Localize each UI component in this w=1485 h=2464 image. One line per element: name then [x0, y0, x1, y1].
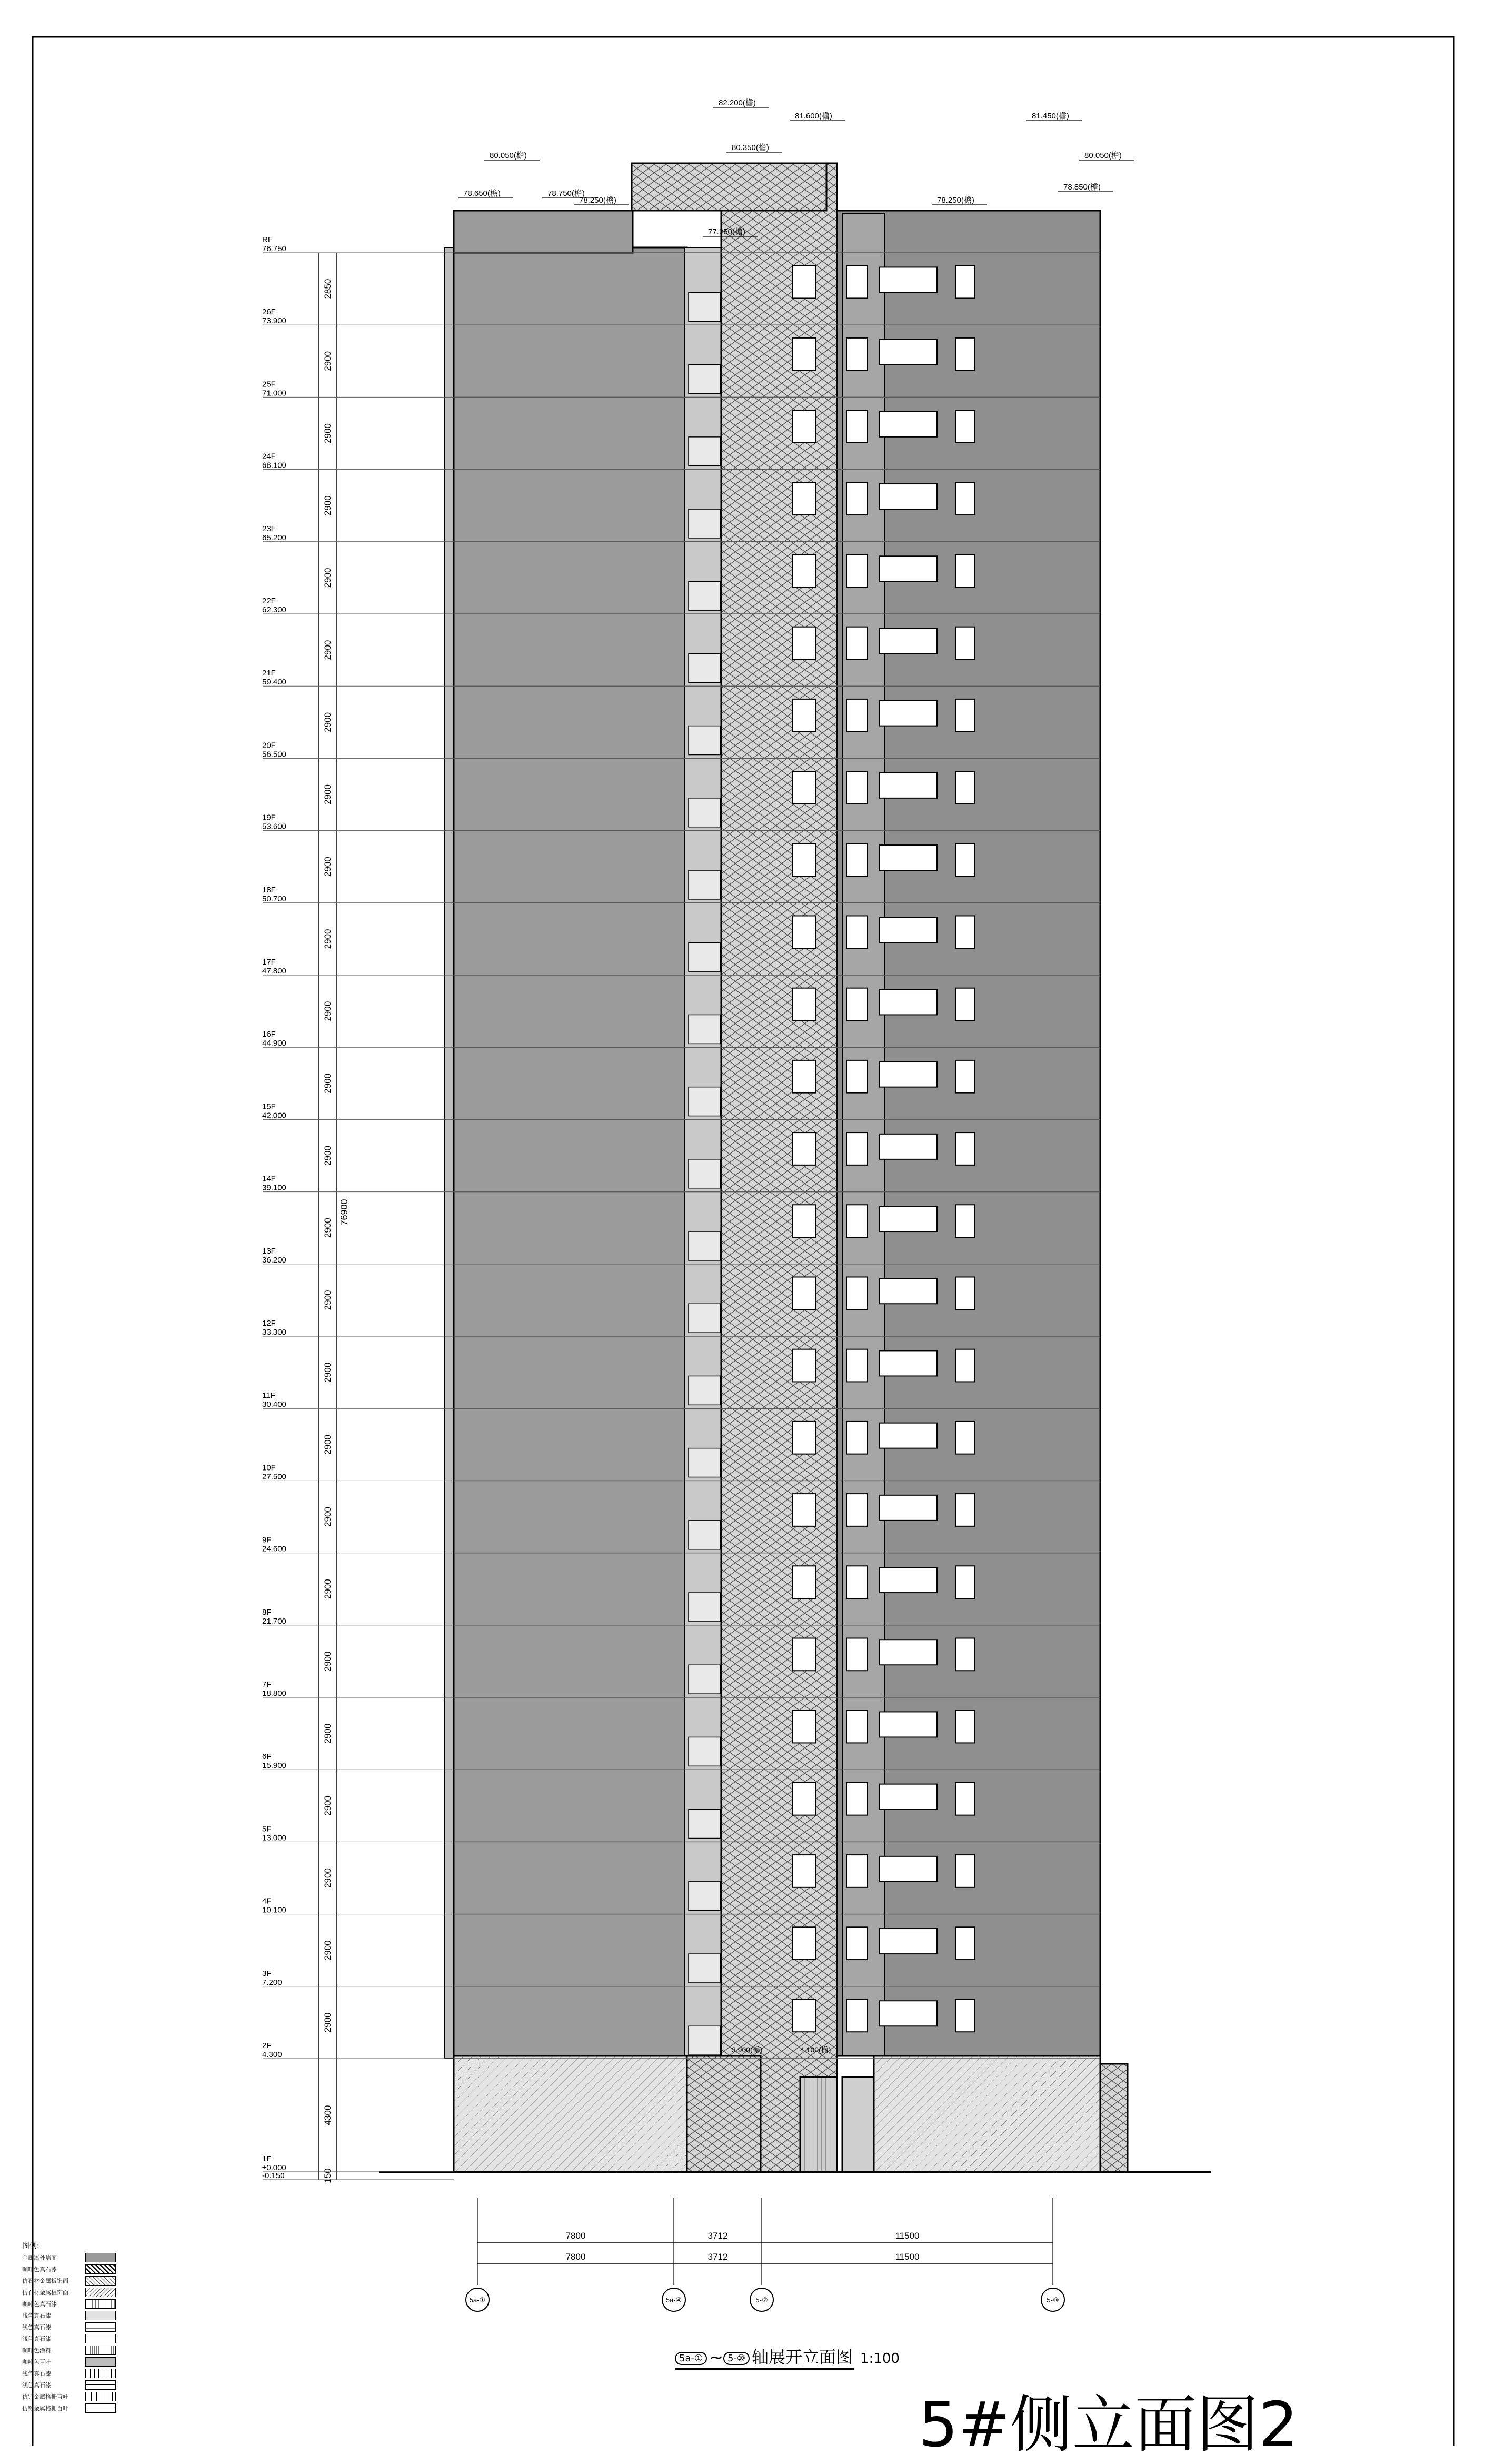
dim-value: 3712 — [707, 2231, 728, 2241]
stair-window — [792, 699, 815, 732]
balcony-rail — [689, 1954, 720, 1983]
window-narrow — [846, 482, 868, 515]
legend-label: 仿铝金属格栅百叶 — [22, 2405, 68, 2412]
level-elevation-label: 65.200 — [262, 533, 286, 542]
level-elevation-label: 15.900 — [262, 1761, 286, 1771]
stair-window — [792, 1349, 815, 1382]
legend-swatch — [85, 2299, 116, 2309]
window-narrow-2 — [955, 1205, 974, 1237]
legend-swatch — [85, 2311, 116, 2320]
level-floor-label: 25F — [262, 380, 276, 389]
stair-window — [792, 482, 815, 515]
balcony-rail — [689, 726, 720, 755]
window-wide — [879, 1640, 937, 1665]
legend-row — [22, 2310, 122, 2321]
legend-swatch — [85, 2276, 116, 2286]
level-elevation-label: 53.600 — [262, 822, 286, 831]
level-elevation-label: ±0.000 — [262, 2163, 286, 2172]
legend-swatch — [85, 2357, 116, 2367]
level-elevation-label: 21.700 — [262, 1616, 286, 1626]
level-elevation-label: 73.900 — [262, 316, 286, 326]
window-narrow — [846, 1783, 868, 1815]
roof-mark-label: 78.850(檐) — [1063, 183, 1101, 192]
level-gap-label: 2900 — [323, 1940, 333, 1961]
window-narrow — [846, 988, 868, 1021]
stair-core — [721, 163, 837, 2172]
axis-label: 5-⑩ — [1047, 2296, 1059, 2304]
stair-window — [792, 1711, 815, 1743]
level-floor-label: 14F — [262, 1174, 276, 1184]
dim-value: 7800 — [565, 2252, 586, 2262]
level-floor-label: 20F — [262, 741, 276, 750]
level-floor-label: 6F — [262, 1752, 272, 1762]
level-elevation-label: 68.100 — [262, 461, 286, 470]
level-gap-label: 2900 — [323, 1651, 333, 1672]
level-gap-label: 2900 — [323, 351, 333, 371]
window-wide — [879, 1929, 937, 1954]
roof-mark-label: 81.600(檐) — [795, 112, 832, 121]
roof-mark-label: 78.750(檐) — [547, 189, 585, 198]
window-narrow-2 — [955, 266, 974, 299]
level-gap-label: 2850 — [323, 279, 333, 299]
podium-mid — [687, 2056, 761, 2172]
window-narrow — [846, 1205, 868, 1237]
total-height-label: 76900 — [339, 1199, 350, 1226]
level-gap-label: 150 — [323, 2168, 333, 2183]
ground-mark-label: 4.100(檐) — [800, 2045, 831, 2054]
level-floor-label: 4F — [262, 1896, 272, 1906]
level-elevation-label: 30.400 — [262, 1400, 286, 1409]
roof-mark-label: 78.250(檐) — [579, 196, 616, 205]
balcony-rail — [689, 365, 720, 394]
caption-axis-to: 5-⑩ — [723, 2352, 750, 2365]
window-narrow — [846, 1566, 868, 1598]
core-roof — [632, 163, 826, 211]
level-elevation-label: 13.000 — [262, 1833, 286, 1843]
level-elevation-label: 56.500 — [262, 750, 286, 759]
level-gap-label: 2900 — [323, 857, 333, 877]
legend-row — [22, 2321, 122, 2333]
window-narrow — [846, 1927, 868, 1960]
level-floor-label: 3F — [262, 1969, 272, 1978]
level-floor-label: 19F — [262, 813, 276, 822]
legend-swatch — [85, 2392, 116, 2401]
level-elevation-label: 39.100 — [262, 1183, 286, 1193]
window-narrow-2 — [955, 1349, 974, 1382]
level-gap-label: 2900 — [323, 1507, 333, 1527]
stair-window — [792, 1205, 815, 1237]
window-narrow-2 — [955, 1927, 974, 1960]
window-wide — [879, 989, 937, 1015]
stair-window — [792, 1060, 815, 1093]
stair-window — [792, 410, 815, 443]
level-gap-label: 2900 — [323, 495, 333, 516]
level-gap-label: 2900 — [323, 712, 333, 732]
balcony-rail — [689, 437, 720, 466]
window-narrow-2 — [955, 988, 974, 1021]
level-floor-label: 13F — [262, 1246, 276, 1256]
level-floor-label: RF — [262, 235, 273, 244]
left-edge-strip — [445, 247, 454, 2059]
level-floor-label: 9F — [262, 1535, 272, 1545]
level-floor-label: 22F — [262, 597, 276, 605]
level-floor-label: 5F — [262, 1824, 272, 1834]
level-elevation-label: 18.800 — [262, 1689, 286, 1698]
level-floor-label: 2F — [262, 2041, 272, 2050]
window-wide — [879, 845, 937, 870]
level-floor-label: 16F — [262, 1030, 276, 1039]
stair-window — [792, 1999, 815, 2032]
level-gap-label: 2900 — [323, 784, 333, 804]
balcony-rail — [689, 1448, 720, 1477]
legend-swatch — [85, 2403, 116, 2413]
window-wide — [879, 1350, 937, 1376]
left-wing — [454, 247, 687, 2056]
level-floor-label: 1F — [262, 2154, 272, 2163]
window-narrow-2 — [955, 1566, 974, 1598]
window-wide — [879, 1856, 937, 1882]
legend-row — [22, 2379, 122, 2391]
stair-window — [792, 916, 815, 948]
stair-window — [792, 627, 815, 660]
stair-window — [792, 338, 815, 371]
level-gap-label: 2900 — [323, 1218, 333, 1238]
balcony-rail — [689, 2026, 720, 2055]
balcony-rail — [689, 1665, 720, 1694]
window-wide — [879, 412, 937, 437]
window-narrow — [846, 338, 868, 371]
level-floor-label: 17F — [262, 958, 276, 967]
roof-mark-label: 78.250(檐) — [937, 196, 974, 205]
level-markers — [262, 235, 454, 2183]
stair-window — [792, 1927, 815, 1960]
window-narrow-2 — [955, 771, 974, 804]
legend-label: 咖啡色真石漆 — [22, 2301, 57, 2308]
window-narrow — [846, 410, 868, 443]
window-wide — [879, 556, 937, 581]
window-narrow-2 — [955, 410, 974, 443]
axis-label: 5a-④ — [665, 2296, 682, 2304]
level-elevation-label: 42.000 — [262, 1111, 286, 1120]
legend-row — [22, 2298, 122, 2310]
level-elevation-label: 7.200 — [262, 1978, 282, 1987]
stair-window — [792, 1783, 815, 1815]
balcony-rail — [689, 1231, 720, 1260]
legend-row — [22, 2263, 122, 2275]
window-narrow-2 — [955, 1132, 974, 1165]
window-narrow-2 — [955, 1060, 974, 1093]
level-floor-label: 12F — [262, 1319, 276, 1328]
dim-value: 7800 — [565, 2231, 586, 2241]
window-narrow-2 — [955, 843, 974, 876]
level-floor-label: 23F — [262, 524, 276, 533]
window-narrow — [846, 771, 868, 804]
legend-label: 金属漆外墙面 — [22, 2254, 57, 2261]
legend-row — [22, 2356, 122, 2368]
caption-underline — [675, 2368, 854, 2370]
level-elevation-label: 27.500 — [262, 1472, 286, 1482]
balcony-rail — [689, 1810, 720, 1839]
window-wide — [879, 484, 937, 509]
level-elevation-label: 10.100 — [262, 1905, 286, 1915]
left-parapet — [454, 211, 633, 253]
level-gap-label: 2900 — [323, 1434, 333, 1455]
window-narrow — [846, 1132, 868, 1165]
legend-row — [22, 2275, 122, 2287]
legend-label: 仿石材金属板饰面 — [22, 2289, 68, 2296]
level-floor-label: 11F — [262, 1391, 275, 1400]
legend-swatch — [85, 2334, 116, 2343]
balcony-rail — [689, 1521, 720, 1549]
balcony-rail — [689, 1304, 720, 1333]
window-narrow — [846, 916, 868, 948]
level-gap-label: 2900 — [323, 1146, 333, 1166]
bottom-dimensions — [466, 2198, 1064, 2311]
balcony-rail — [689, 292, 720, 321]
window-narrow-2 — [955, 1711, 974, 1743]
legend-label: 浅色真石漆 — [22, 2370, 51, 2377]
window-wide — [879, 1278, 937, 1304]
podium-left — [454, 2056, 687, 2172]
window-wide — [879, 917, 937, 942]
window-wide — [879, 1567, 937, 1593]
balcony-rail — [689, 870, 720, 899]
legend-row — [22, 2344, 122, 2356]
window-narrow-2 — [955, 1277, 974, 1309]
window-narrow-2 — [955, 482, 974, 515]
stair-window — [792, 771, 815, 804]
level-elevation-label: 33.300 — [262, 1328, 286, 1337]
balcony-rail — [689, 798, 720, 827]
balcony-rail — [689, 1376, 720, 1405]
window-narrow-2 — [955, 1494, 974, 1526]
legend-swatch — [85, 2322, 116, 2332]
level-elevation-label: 76.750 — [262, 244, 286, 253]
level-floor-label: 26F — [262, 307, 276, 317]
window-narrow-2 — [955, 1783, 974, 1815]
legend-label: 仿石材金属板饰面 — [22, 2278, 68, 2284]
window-wide — [879, 267, 937, 292]
stair-window — [792, 1277, 815, 1309]
drawing-caption — [675, 2344, 900, 2368]
dim-value: 11500 — [895, 2231, 920, 2241]
level-floor-label: 7F — [262, 1680, 272, 1689]
window-wide — [879, 628, 937, 653]
roof-mark-label: 78.650(檐) — [463, 189, 501, 198]
level-gap-label: 2900 — [323, 1868, 333, 1888]
level-elevation-label: 50.700 — [262, 894, 286, 903]
roof-mark-label: 82.200(檐) — [719, 98, 756, 107]
balcony-rail — [689, 1882, 720, 1911]
balcony-rail — [689, 581, 720, 610]
level-gap-label: 2900 — [323, 1362, 333, 1383]
window-narrow-2 — [955, 699, 974, 732]
level-elevation-label: 47.800 — [262, 967, 286, 976]
balcony-rail — [689, 1737, 720, 1766]
stair-window — [792, 1494, 815, 1526]
window-wide — [879, 1495, 937, 1521]
roof-mark-label: 77.250(檐) — [708, 227, 745, 236]
level-floor-label: 18F — [262, 885, 276, 895]
level-gap-label: 2900 — [323, 1795, 333, 1816]
axis-label: 5a-① — [469, 2296, 486, 2304]
window-wide — [879, 1423, 937, 1448]
level-gap-label: 2900 — [323, 640, 333, 660]
window-narrow-2 — [955, 554, 974, 587]
window-narrow-2 — [955, 338, 974, 371]
window-narrow — [846, 1711, 868, 1743]
level-elevation-label: 71.000 — [262, 389, 286, 398]
stair-window — [792, 988, 815, 1021]
window-narrow — [846, 554, 868, 587]
level-gap-label: 4300 — [323, 2105, 333, 2125]
window-narrow — [846, 699, 868, 732]
level-elevation-label: 44.900 — [262, 1039, 286, 1048]
legend-label: 咖啡色涂料 — [22, 2347, 51, 2354]
window-narrow — [846, 1999, 868, 2032]
roof-mark-label: 80.050(檐) — [1084, 151, 1122, 160]
roof-mark-label: 81.450(檐) — [1032, 112, 1069, 121]
legend-swatch — [85, 2264, 116, 2274]
entry-door-2 — [842, 2077, 874, 2172]
window-narrow — [846, 1422, 868, 1454]
level-elevation-label: -0.150 — [262, 2171, 285, 2180]
podium-side — [1100, 2064, 1128, 2172]
legend — [22, 2240, 122, 2414]
level-gap-label: 2900 — [323, 1723, 333, 1744]
window-narrow — [846, 1855, 868, 1887]
window-wide — [879, 1712, 937, 1737]
level-elevation-label: 24.600 — [262, 1544, 286, 1554]
window-wide — [879, 701, 937, 726]
window-narrow — [846, 843, 868, 876]
caption-axis-from: 5a-① — [675, 2352, 707, 2365]
dim-value: 11500 — [895, 2252, 920, 2262]
level-elevation-label: 59.400 — [262, 678, 286, 687]
balcony-rail — [689, 653, 720, 682]
legend-row — [22, 2391, 122, 2402]
level-gap-label: 2900 — [323, 1001, 333, 1021]
level-floor-label: 21F — [262, 669, 276, 678]
legend-title: 图例: — [22, 2242, 39, 2250]
legend-label: 浅色真石漆 — [22, 2312, 51, 2319]
balcony-rail — [689, 1159, 720, 1188]
legend-swatch — [85, 2346, 116, 2355]
podium-right — [874, 2056, 1100, 2172]
legend-row — [22, 2402, 122, 2414]
window-wide — [879, 340, 937, 365]
axis-label: 5-⑦ — [755, 2296, 768, 2304]
stair-window — [792, 1855, 815, 1887]
legend-label: 浅色真石漆 — [22, 2382, 51, 2389]
window-wide — [879, 1134, 937, 1159]
window-narrow — [846, 1060, 868, 1093]
legend-label: 浅色真石漆 — [22, 2324, 51, 2331]
level-floor-label: 15F — [262, 1102, 276, 1111]
roof-mark-label: 80.050(檐) — [490, 151, 527, 160]
stair-window — [792, 843, 815, 876]
roof-mark-label: 80.350(檐) — [732, 143, 769, 152]
caption-text: 轴展开立面图 — [752, 2347, 853, 2367]
level-gap-label: 2900 — [323, 1579, 333, 1599]
window-wide — [879, 1784, 937, 1810]
stair-window — [792, 1422, 815, 1454]
balcony-rail — [689, 1087, 720, 1116]
stair-window — [792, 1132, 815, 1165]
balcony-rail — [689, 509, 720, 538]
stair-window — [792, 266, 815, 299]
level-gap-label: 2900 — [323, 423, 333, 443]
legend-row — [22, 2368, 122, 2379]
window-wide — [879, 1062, 937, 1087]
window-narrow-2 — [955, 1855, 974, 1887]
level-gap-label: 2900 — [323, 1290, 333, 1310]
legend-row — [22, 2287, 122, 2298]
window-narrow-2 — [955, 916, 974, 948]
stair-window — [792, 1566, 815, 1598]
window-narrow-2 — [955, 1638, 974, 1671]
level-elevation-label: 62.300 — [262, 605, 286, 614]
level-floor-label: 10F — [262, 1463, 276, 1473]
window-narrow — [846, 1638, 868, 1671]
dim-value: 3712 — [707, 2252, 728, 2262]
level-elevation-label: 4.300 — [262, 2050, 282, 2059]
caption-scale: 1:100 — [860, 2351, 900, 2367]
window-narrow — [846, 1349, 868, 1382]
legend-label: 咖啡色真石漆 — [22, 2266, 57, 2273]
entry-door — [800, 2077, 837, 2172]
stair-window — [792, 554, 815, 587]
balcony-rail — [689, 1593, 720, 1622]
level-floor-label: 24F — [262, 452, 276, 461]
window-narrow — [846, 1494, 868, 1526]
legend-row — [22, 2252, 122, 2263]
building-facade — [379, 163, 1211, 2172]
level-gap-label: 2900 — [323, 929, 333, 949]
window-wide — [879, 773, 937, 798]
level-gap-label: 2900 — [323, 1073, 333, 1094]
window-narrow-2 — [955, 627, 974, 660]
level-gap-label: 2900 — [323, 2012, 333, 2033]
legend-label: 浅色真石漆 — [22, 2336, 51, 2342]
level-elevation-label: 36.200 — [262, 1255, 286, 1265]
window-wide — [879, 1206, 937, 1231]
balcony-rail — [689, 1015, 720, 1044]
window-narrow — [846, 627, 868, 660]
ground-mark-label: 3.900(檐) — [732, 2045, 763, 2054]
window-narrow-2 — [955, 1999, 974, 2032]
drawing-title: 5#侧立面图2 — [919, 2388, 1299, 2461]
level-gap-label: 2900 — [323, 568, 333, 588]
legend-label: 仿铝金属格栅百叶 — [22, 2393, 68, 2400]
window-narrow-2 — [955, 1422, 974, 1454]
level-floor-label: 8F — [262, 1607, 272, 1617]
balcony-rail — [689, 942, 720, 971]
legend-label: 咖啡色百叶 — [22, 2359, 51, 2366]
stair-window — [792, 1638, 815, 1671]
legend-swatch — [85, 2380, 116, 2390]
window-narrow — [846, 1277, 868, 1309]
legend-row — [22, 2333, 122, 2344]
caption-axis-sep: ~ — [709, 2347, 723, 2367]
window-narrow — [846, 266, 868, 299]
legend-swatch — [85, 2288, 116, 2297]
window-wide — [879, 2001, 937, 2026]
legend-swatch — [85, 2253, 116, 2262]
legend-swatch — [85, 2369, 116, 2378]
legend-rows — [22, 2252, 122, 2414]
